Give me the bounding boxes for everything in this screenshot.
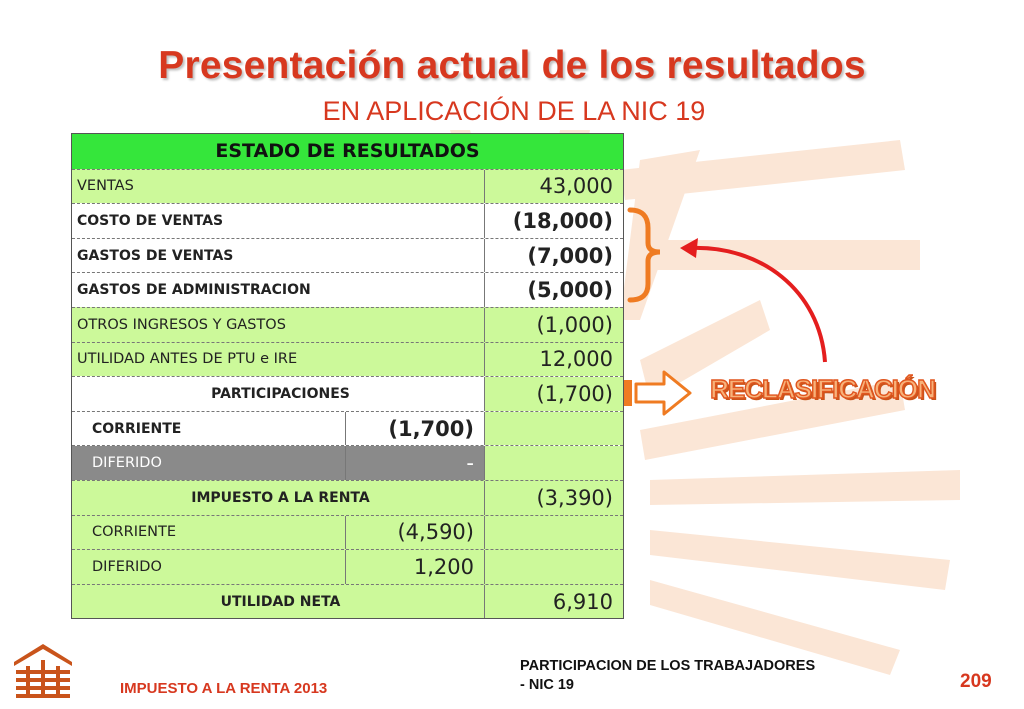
row-value-empty: [484, 550, 623, 584]
row-label: COSTO DE VENTAS: [77, 212, 224, 229]
row-value: (7,000): [484, 239, 623, 273]
reclassification-label: RECLASIFICACIÓN: [710, 374, 935, 404]
row-value: (5,000): [484, 273, 623, 307]
table-row-costo-ventas: [72, 203, 623, 238]
row-value: 43,000: [484, 170, 623, 204]
row-label: GASTOS DE ADMINISTRACION: [77, 282, 311, 299]
row-value: 12,000: [484, 343, 623, 377]
table-row-impuesto: [72, 480, 623, 515]
row-label: GASTOS DE VENTAS: [77, 247, 234, 264]
table-row-ventas: [72, 169, 623, 204]
row-subvalue: (1,700): [345, 412, 484, 446]
row-label: PARTICIPACIONES: [72, 377, 484, 411]
table-row-utilidad-antes: [72, 342, 623, 377]
row-label: OTROS INGRESOS Y GASTOS: [77, 316, 286, 333]
table-row-utilidad-neta: [72, 584, 623, 619]
table-row-imp-diferido: [72, 549, 623, 584]
footer-course-title: IMPUESTO A LA RENTA 2013: [120, 680, 328, 697]
row-value: (1,700): [484, 377, 623, 411]
page-number: 209: [960, 671, 992, 692]
row-label: VENTAS: [77, 178, 134, 195]
table-row-imp-corriente: [72, 515, 623, 550]
table-row-part-corriente: [72, 411, 623, 446]
footer-topic: [520, 657, 920, 695]
row-value-empty: [484, 412, 623, 446]
income-statement-table: [71, 133, 624, 619]
row-value: (18,000): [484, 204, 623, 238]
page-subtitle: EN APLICACIÓN DE LA NIC 19: [322, 96, 706, 126]
footer-topic-line1: PARTICIPACION DE LOS TRABAJADORES: [520, 658, 816, 674]
page-title: Presentación actual de los resultados: [158, 44, 866, 87]
table-header-row: [72, 134, 623, 169]
row-value: 6,910: [484, 585, 623, 619]
row-label: UTILIDAD ANTES DE PTU e IRE: [77, 351, 298, 368]
row-value-empty: [484, 446, 623, 480]
company-logo: [14, 640, 72, 698]
row-subvalue: 1,200: [345, 550, 484, 584]
table-header: ESTADO DE RESULTADOS: [215, 140, 480, 163]
footer-topic-line2: - NIC 19: [520, 677, 574, 693]
row-value-empty: [484, 516, 623, 550]
table-row-participaciones: [72, 376, 623, 411]
row-label: DIFERIDO: [92, 558, 162, 575]
row-label: DIFERIDO: [72, 446, 345, 480]
row-label: CORRIENTE: [92, 524, 176, 541]
row-value: (3,390): [484, 481, 623, 515]
row-label: UTILIDAD NETA: [220, 593, 341, 610]
table-row-otros: [72, 307, 623, 342]
row-label: IMPUESTO A LA RENTA: [191, 489, 370, 506]
table-row-gastos-admin: [72, 272, 623, 307]
row-label: CORRIENTE: [72, 412, 345, 446]
row-value: (1,000): [484, 308, 623, 342]
row-subvalue: -: [345, 446, 484, 480]
table-row-part-diferido: [72, 445, 623, 480]
table-row-gastos-ventas: [72, 238, 623, 273]
row-subvalue: (4,590): [345, 516, 484, 550]
